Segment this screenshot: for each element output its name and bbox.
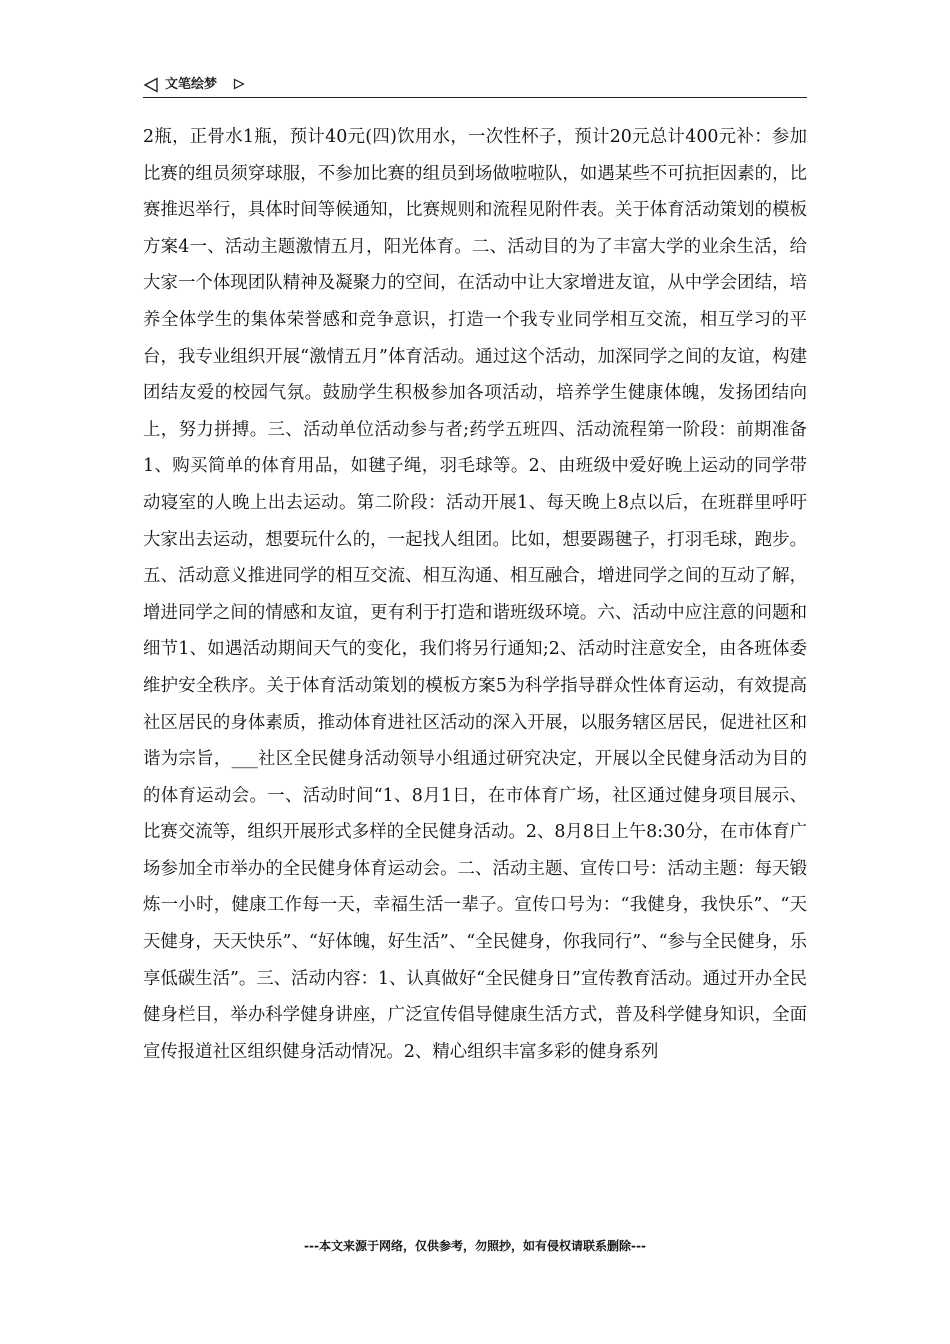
footer-notice: ---本文来源于网络，仅供参考，勿照抄，如有侵权请联系删除--- [304,1239,646,1253]
page-header [143,76,807,96]
header-divider [143,97,807,98]
header-title: 文笔绘梦 [165,77,218,92]
triangle-right-outline-icon [233,78,245,90]
body-text: 2瓶，正骨水1瓶，预计40元(四)饮用水，一次性杯子，预计20元总计400元补：参加比赛的组员须穿球服，不参加比赛的组员到场做啦啦队，如遇某些不可抗拒因素的，比赛推迟举行，具体时间等候通知，比赛规则和流程见附件表。关于体育活动策划的模板方案4一、活动主题激情五月，阳光体育。二、活动目的为了丰富大学的业余生活，给大家一个体现团队精神及凝聚力的空间，在活动中让大家增进友谊，从中学会团结，培养全体学生的集体荣誉感和竞争意识，打造一个我专业同学相互交流，相互学习的平台，我专业组织开展“激情五月”体育活动。通过这个活动，加深同学之间的友谊，构建团结友爱的校园气氛。鼓励学生积极参加各项活动，培养学生健康体魄，发扬团结向上，努力拼搏。三、活动单位活动参与者;药学五班四、活动流程第一阶段：前期准备1、购买简单的体育用品，如毽子绳，羽毛球等。2、由班级中爱好晚上运动的同学带动寝室的人晚上出去运动。第二阶段：活动开展1、每天晚上8点以后，在班群里呼吁大家出去运动，想要玩什么的，一起找人组团。比如，想要踢毽子，打羽毛球，跑步。五、活动意义推进同学的相互交流、相互沟通、相互融合，增进同学之间的互动了解，增进同学之间的情感和友谊，更有利于打造和谐班级环境。六、活动中应注意的问题和细节1、如遇活动期间天气的变化，我们将另行通知;2、活动时注意安全，由各班体委维护安全秩序。关于体育活动策划的模板方案5为科学指导群众性体育运动，有效提高社区居民的身体素质，推动体育进社区活动的深入开展，以服务辖区居民，促进社区和谐为宗旨，___社区全民健身活动领导小组通过研究决定，开展以全民健身活动为目的的体育运动会。一、活动时间“1、8月1日，在市体育广场，社区通过健身项目展示、比赛交流等，组织开展形式多样的全民健身活动。2、8月8日上午8:30分，在市体育广场参加全市举办的全民健身体育运动会。二、活动主题、宣传口号：活动主题：每天锻炼一小时，健康工作每一天，幸福生活一辈子。宣传口号为：“我健身，我快乐”、“天天健身，天天快乐”、“好体魄，好生活”、“全民健身，你我同行”、“参与全民健身，乐享低碳生活”。三、活动内容：1、认真做好“全民健身日”宣传教育活动。通过开办全民健身栏目，举办科学健身讲座，广泛宣传倡导健康生活方式，普及科学健身知识，全面宣传报道社区组织健身活动情况。2、精心组织丰富多彩的健身系列 [143,127,807,1062]
triangle-left-outline-icon [143,77,159,93]
